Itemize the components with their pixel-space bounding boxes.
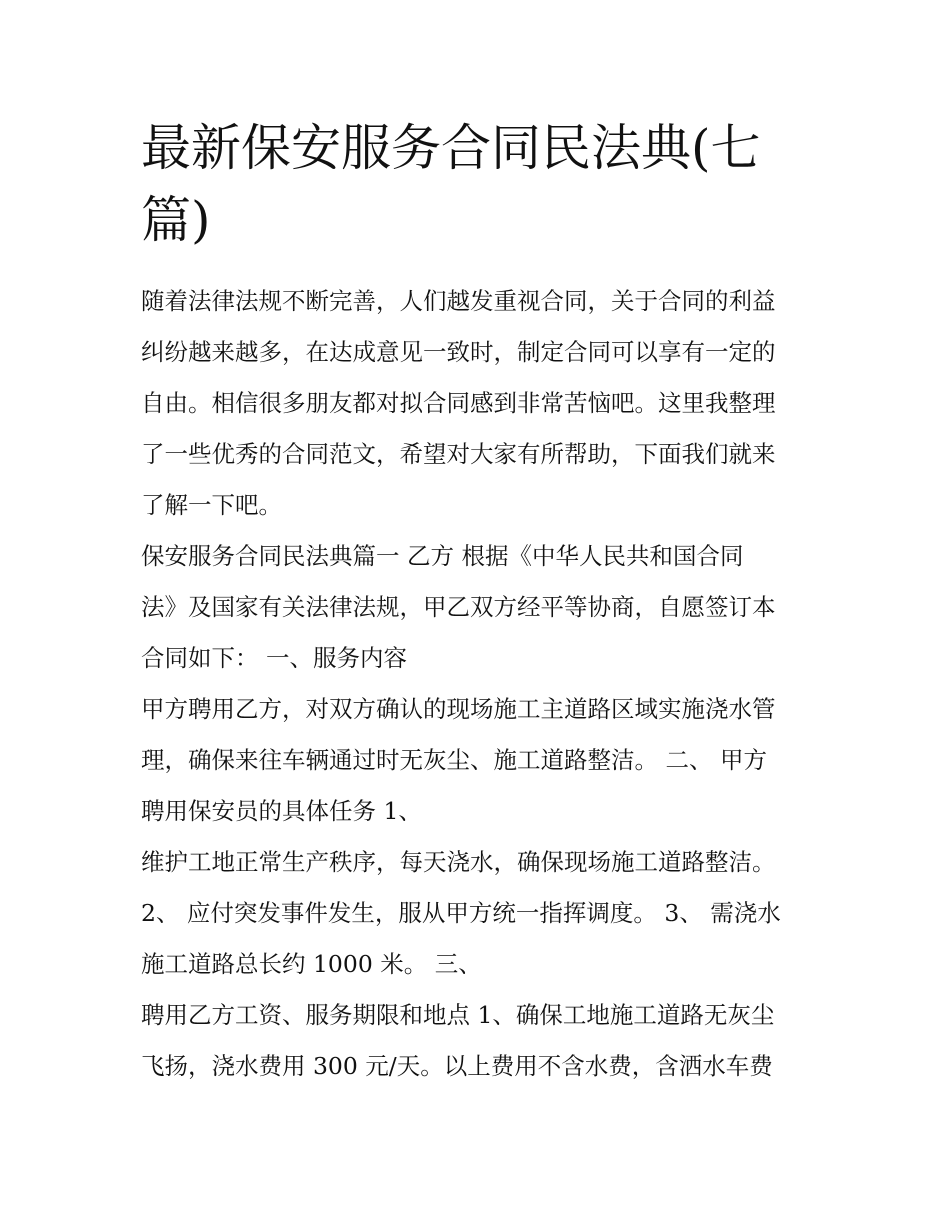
body-line-1: 随着法律法规不断完善，人们越发重视合同，关于合同的利益 (141, 287, 776, 315)
document-body (141, 276, 841, 1092)
body-line-5: 了解一下吧。 (141, 491, 282, 519)
title-line-2: 篇) (141, 191, 211, 249)
body-line-14: 施工道路总长约 1000 米。 三、 (141, 950, 482, 978)
body-line-10: 理，确保来往车辆通过时无灰尘、施工道路整洁。 二、 甲方 (141, 746, 767, 774)
body-line-16: 飞扬，浇水费用 300 元/天。以上费用不含水费，含洒水车费 (141, 1052, 773, 1080)
body-line-6: 保安服务合同民法典篇一 乙方 根据《中华人民共和国合同 (141, 542, 744, 570)
body-line-4: 了一些优秀的合同范文，希望对大家有所帮助，下面我们就来 (141, 440, 776, 468)
body-line-3: 自由。相信很多朋友都对拟合同感到非常苦恼吧。这里我整理 (141, 389, 776, 417)
body-line-11: 聘用保安员的具体任务 1、 (141, 797, 422, 825)
body-line-7: 法》及国家有关法律法规，甲乙双方经平等协商，自愿签订本 (141, 593, 776, 621)
document-title (141, 112, 821, 256)
body-line-2: 纠纷越来越多，在达成意见一致时，制定合同可以享有一定的 (141, 338, 776, 366)
body-line-9: 甲方聘用乙方，对双方确认的现场施工主道路区域实施浇水管 (141, 695, 776, 723)
title-line-1: 最新保安服务合同民法典(七 (141, 119, 761, 177)
body-line-13: 2、 应付突发事件发生，服从甲方统一指挥调度。 3、 需浇水 (141, 899, 781, 927)
body-line-12: 维护工地正常生产秩序，每天浇水，确保现场施工道路整洁。 (141, 848, 776, 876)
body-line-15: 聘用乙方工资、服务期限和地点 1、确保工地施工道路无灰尘 (141, 1001, 775, 1029)
body-line-8: 合同如下： 一、服务内容 (141, 644, 407, 672)
